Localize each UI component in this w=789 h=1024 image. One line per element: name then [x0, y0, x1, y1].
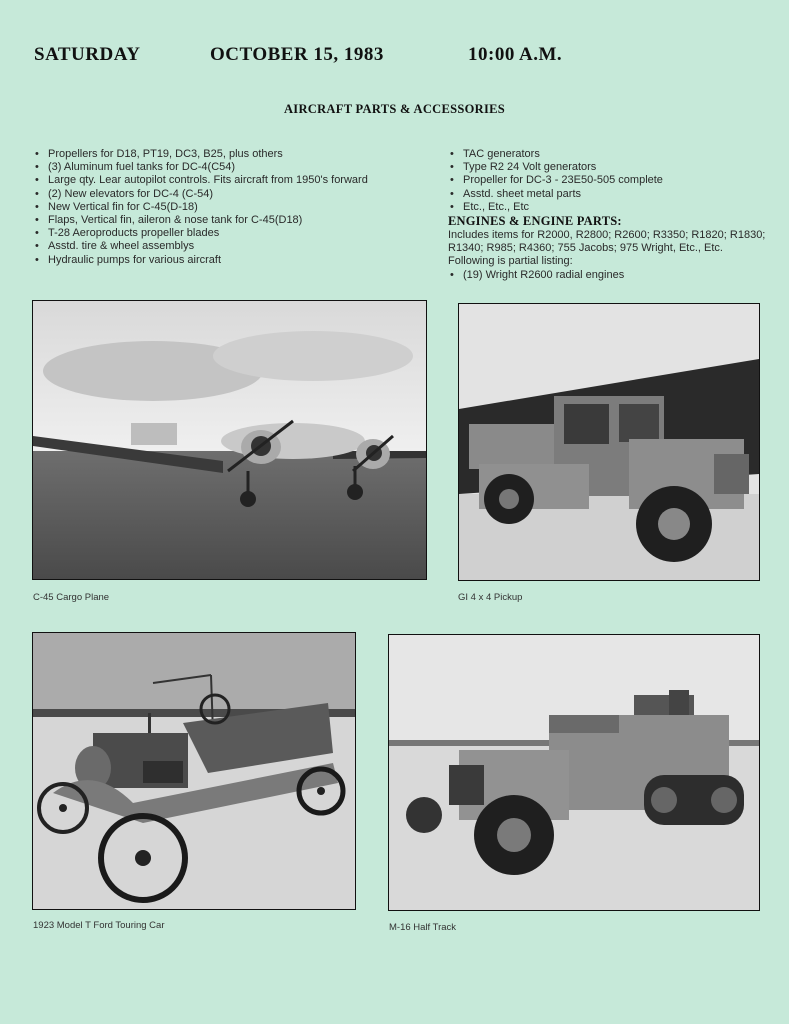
- list-item: • Asstd. tire & wheel assemblys: [33, 240, 368, 253]
- model-t-photo: [32, 632, 356, 910]
- engines-partial-note: Following is partial listing:: [448, 255, 573, 268]
- list-item: • Type R2 24 Volt generators: [448, 161, 768, 174]
- header-time: 10:00 A.M.: [468, 44, 563, 65]
- half-track-caption: M-16 Half Track: [389, 922, 457, 933]
- list-item: • Hydraulic pumps for various aircraft: [33, 254, 368, 267]
- list-item: • New Vertical fin for C-45(D-18): [33, 201, 368, 214]
- aircraft-parts-list-right: [448, 148, 768, 214]
- list-item: • (3) Aluminum fuel tanks for DC-4(C54): [33, 161, 368, 174]
- half-track-photo: [388, 634, 760, 911]
- list-item: • Flaps, Vertical fin, aileron & nose tank for C-45(D18): [33, 214, 368, 227]
- section-title: AIRCRAFT PARTS & ACCESSORIES: [283, 102, 506, 116]
- pickup-caption: GI 4 x 4 Pickup: [458, 592, 523, 603]
- list-item: • TAC generators: [448, 148, 768, 161]
- list-item: • Propeller for DC-3 - 23E50-505 complete: [448, 174, 768, 187]
- header-date: OCTOBER 15, 1983: [210, 44, 384, 65]
- list-item: • (19) Wright R2600 radial engines: [448, 269, 766, 282]
- list-item: • T-28 Aeroproducts propeller blades: [33, 227, 368, 240]
- list-item: • Propellers for D18, PT19, DC3, B25, plus others: [33, 148, 368, 161]
- engines-block: [448, 229, 766, 282]
- engines-list: [448, 269, 766, 282]
- list-item: • Large qty. Lear autopilot controls. Fits aircraft from 1950's forward: [33, 174, 368, 187]
- pickup-photo: [458, 303, 760, 581]
- list-item: • Asstd. sheet metal parts: [448, 188, 768, 201]
- model-t-caption: 1923 Model T Ford Touring Car: [33, 920, 165, 931]
- list-item: • (2) New elevators for DC-4 (C-54): [33, 188, 368, 201]
- plane-caption: C-45 Cargo Plane: [33, 592, 110, 603]
- plane-photo: [32, 300, 427, 580]
- header-day: SATURDAY: [34, 44, 141, 65]
- list-item: • Etc., Etc., Etc: [448, 201, 768, 214]
- engines-text: Includes items for R2000, R2800; R2600; R3350; R1820; R1830; R1340; R985; R4360; 755 Jacobs; 975 Wright, Etc., Etc.: [448, 229, 766, 255]
- engines-heading: ENGINES & ENGINE PARTS:: [448, 214, 622, 228]
- aircraft-parts-list-left: [33, 148, 368, 267]
